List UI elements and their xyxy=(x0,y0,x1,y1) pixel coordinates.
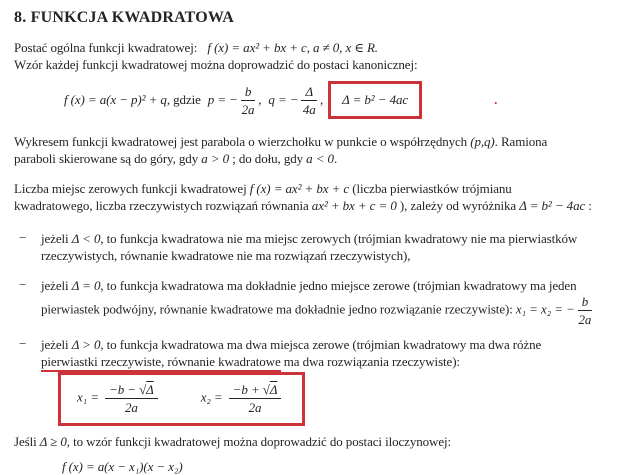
bullet-delta-negative xyxy=(14,230,630,264)
product-form-text: , to wzór funkcji kwadratowej można doprowadzić do postaci iloczynowej: xyxy=(66,434,452,449)
paragraph-zeros-intro xyxy=(14,180,630,214)
bullet-dash: − xyxy=(19,277,27,292)
fraction-x1-denominator: 2a xyxy=(124,400,138,415)
delta-lt-zero: Δ < 0 xyxy=(71,231,101,246)
where-text: , gdzie xyxy=(166,92,201,107)
x1-lhs: x₁ = xyxy=(77,389,103,405)
p-equation: p = − xyxy=(207,92,238,107)
fraction-q-denominator: 4a xyxy=(302,101,316,117)
parabola-text: paraboli skierowane są do góry, gdy xyxy=(14,151,202,166)
paragraph-parabola xyxy=(14,133,630,167)
zeros-text: Liczba miejsc zerowych funkcji kwadratowej xyxy=(14,181,250,196)
fraction-x2 xyxy=(229,382,282,415)
zeros-line2 xyxy=(14,197,630,214)
parabola-text: . Ramiona xyxy=(494,134,548,149)
bullet3-text: ma dwa rozwiązania rzeczywiste): xyxy=(280,354,460,369)
fraction-double-root xyxy=(578,294,592,327)
fraction-x2-denominator: 2a xyxy=(248,400,262,415)
bullet-dash: − xyxy=(19,336,27,351)
delta-geq-zero: Δ ≥ 0 xyxy=(39,434,67,449)
general-form-line2 xyxy=(14,56,630,73)
zeros-text: ), zależy od wyróżnika xyxy=(396,198,520,213)
bullet-delta-negative-body xyxy=(41,230,577,264)
highlight-box-roots xyxy=(58,372,305,426)
paragraph-general-form xyxy=(14,39,630,73)
q-equation: q = − xyxy=(268,92,299,107)
fraction-x1-numerator xyxy=(105,382,158,399)
a-negative: a < 0 xyxy=(306,151,334,166)
fraction-x2-numerator xyxy=(229,382,282,399)
parabola-text: ; do dołu, gdy xyxy=(229,151,307,166)
bullet-dash: − xyxy=(19,230,27,245)
parabola-line1 xyxy=(14,133,630,150)
product-form-line xyxy=(14,433,630,450)
zeros-text: kwadratowego, liczba rzeczywistych rozwiązań równania xyxy=(14,198,312,213)
separator-comma: , xyxy=(258,92,262,107)
quadratic-formula-inline: f (x) = ax² + bx + c xyxy=(249,181,350,196)
bullet2-line1 xyxy=(41,277,595,294)
bullet1-text: jeżeli xyxy=(41,231,72,246)
bullet1-text: rzeczywistych, równanie kwadratowe nie ma rozwiązań rzeczywistych), xyxy=(41,248,411,263)
canonical-intro-text: Wzór każdej funkcji kwadratowej można doprowadzić do postaci kanonicznej: xyxy=(14,57,418,72)
x1-numerator-prefix: −b − √ xyxy=(109,382,147,397)
parabola-text: . xyxy=(333,151,338,166)
a-positive: a > 0 xyxy=(201,151,230,166)
delta-eq-zero: Δ = 0 xyxy=(71,278,101,293)
product-form-text: Jeśli xyxy=(14,434,40,449)
fraction-p-denominator: 2a xyxy=(241,101,255,117)
separator-comma: , xyxy=(319,92,324,107)
red-underlined-text: pierwiastki rzeczywiste, równanie kwadratowe xyxy=(41,354,281,372)
double-root-formula: x₁ = x₂ = − xyxy=(515,301,575,317)
bullet2-text: , to funkcja kwadratowa ma dokładnie jedno miejsce zerowe (trójmian kwadratowy ma jeden xyxy=(100,278,577,293)
bullet2-text: pierwiastek podwójny, równanie kwadratowe ma dokładnie jedno rozwiązanie rzeczywiste): xyxy=(41,301,516,317)
delta-gt-zero: Δ > 0 xyxy=(71,337,101,352)
paragraph-product-form xyxy=(14,433,630,450)
parabola-text: Wykresem funkcji kwadratowej jest parabola o wierzchołku w punkcie o współrzędnych xyxy=(14,134,471,149)
root-x2-formula xyxy=(201,382,285,415)
red-dot-mark: . xyxy=(494,92,498,107)
general-form-line1 xyxy=(14,39,630,56)
section-heading: 8. FUNKCJA KWADRATOWA xyxy=(14,9,235,26)
zeros-text: (liczba pierwiastków trójmianu xyxy=(349,181,512,196)
highlight-box-discriminant xyxy=(328,81,422,119)
bullet3-line2 xyxy=(41,353,541,370)
root-x1-formula xyxy=(77,382,161,415)
zeros-line1 xyxy=(14,180,630,197)
bullet-delta-zero xyxy=(14,277,630,327)
bullet-delta-positive xyxy=(14,336,630,370)
x2-lhs: x₂ = xyxy=(200,389,226,405)
zeros-text: : xyxy=(585,198,592,213)
fraction-q-numerator: Δ xyxy=(301,84,317,101)
bullet-delta-positive-body xyxy=(41,336,541,370)
canonical-form-formula xyxy=(64,79,630,121)
x1-radicand: Δ xyxy=(146,382,154,397)
pq-coords: (p,q) xyxy=(470,134,495,149)
bullet3-text: , to funkcja kwadratowa ma dwa miejsca zerowe (trójmian kwadratowy ma dwa różne xyxy=(100,337,542,352)
canonical-main: f (x) = a(x − p)² + q xyxy=(64,92,167,107)
quadratic-equation-inline: ax² + bx + c = 0 xyxy=(311,198,397,213)
x2-radicand: Δ xyxy=(269,382,278,397)
bullet-delta-zero-body xyxy=(41,277,595,327)
discriminant-inline: Δ = b² − 4ac xyxy=(519,198,586,213)
bullet2-text: jeżeli xyxy=(41,278,72,293)
general-form-formula: f (x) = ax² + bx + c, a ≠ 0, x ∈ R. xyxy=(207,40,378,55)
fraction-q xyxy=(301,84,317,117)
bullet2-line2 xyxy=(41,294,595,327)
fraction-p-numerator: b xyxy=(241,84,255,101)
bullet3-text: jeżeli xyxy=(41,337,72,352)
parabola-line2 xyxy=(14,150,630,167)
product-form-formula: f (x) = a(x − x₁)(x − x₂) xyxy=(62,459,183,474)
fraction-double-root-numerator: b xyxy=(578,294,592,311)
bullet3-line1 xyxy=(41,336,541,353)
fraction-double-root-denominator: 2a xyxy=(578,312,592,327)
fraction-x1 xyxy=(105,382,158,415)
bullet1-line1 xyxy=(41,230,577,247)
bullet1-line2 xyxy=(41,247,577,264)
general-form-text: Postać ogólna funkcji kwadratowej: xyxy=(14,40,198,55)
bullet1-text: , to funkcja kwadratowa nie ma miejsc zerowych (trójmian kwadratowy nie ma pierwiastków xyxy=(100,231,578,246)
x2-numerator-prefix: −b + √ xyxy=(232,382,270,397)
discriminant-formula: Δ = b² − 4ac xyxy=(342,92,409,107)
fraction-p xyxy=(241,84,255,117)
